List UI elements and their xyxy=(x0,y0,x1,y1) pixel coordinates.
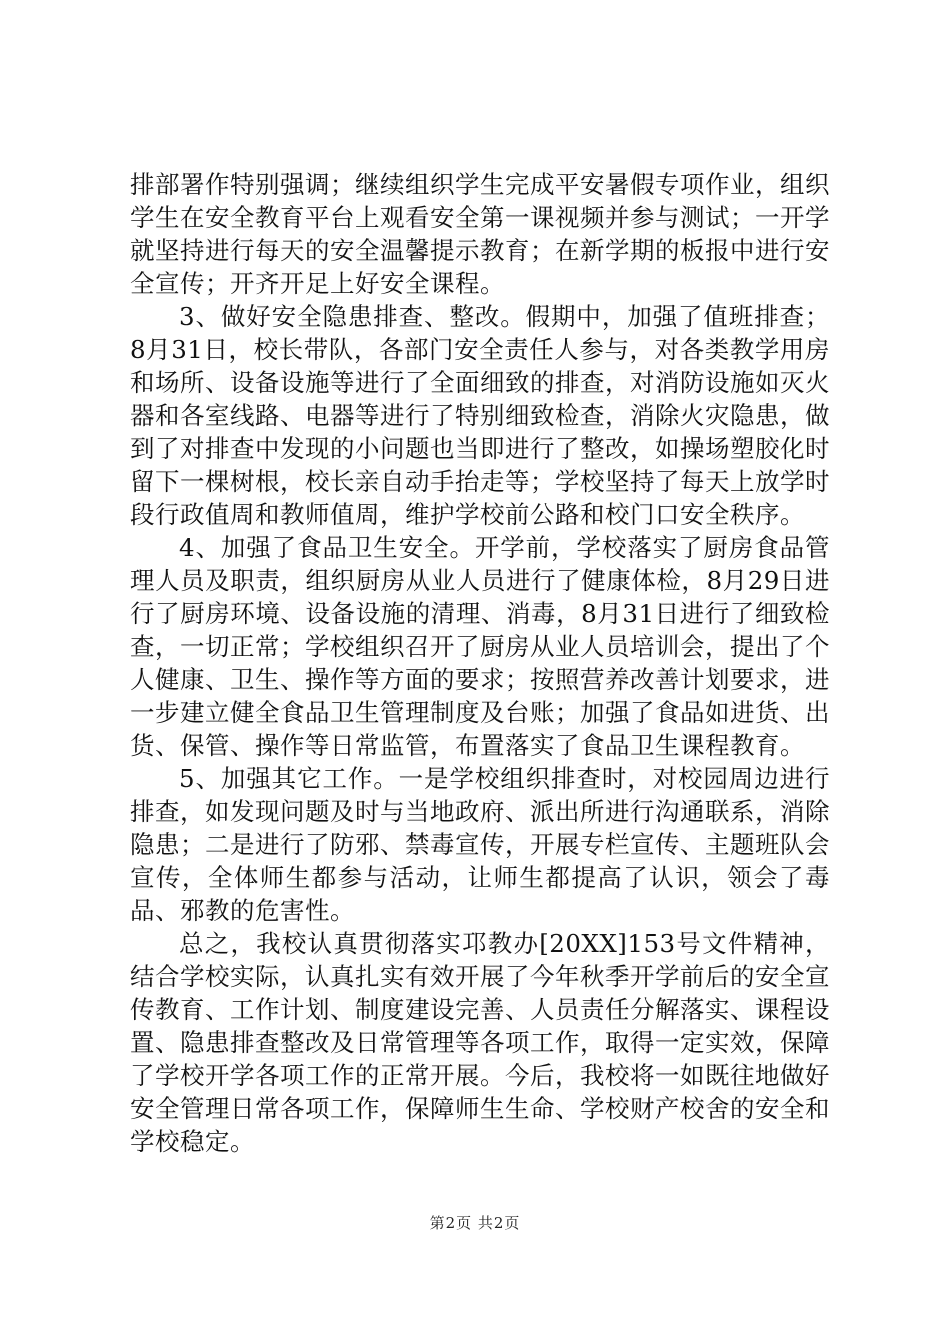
document-body xyxy=(130,168,830,1158)
paragraph-continuation: 排部署作特别强调；继续组织学生完成平安暑假专项作业，组织学生在安全教育平台上观看安全第一课视频并参与测试；一开学就坚持进行每天的安全温馨提示教育；在新学期的板报中进行安全宣传；开齐开足上好安全课程。 xyxy=(130,170,830,298)
paragraph-food-safety: 4、加强了食品卫生安全。开学前，学校落实了厨房食品管理人员及职责，组织厨房从业人员进行了健康体检，8月29日进行了厨房环境、设备设施的清理、消毒，8月31日进行了细致检查，一切正常；学校组织召开了厨房从业人员培训会，提出了个人健康、卫生、操作等方面的要求；按照营养改善计划要求，进一步建立健全食品卫生管理制度及台账；加强了食品如进货、出货、保管、操作等日常监管，布置落实了食品卫生课程教育。 xyxy=(130,533,830,760)
page-footer: 第2页 共2页 xyxy=(429,1214,521,1232)
paragraph-summary: 总之，我校认真贯彻落实邛教办[20XX]153号文件精神，结合学校实际，认真扎实有效开展了今年秋季开学前后的安全宣传教育、工作计划、制度建设完善、人员责任分解落实、课程设置、隐患排查整改及日常管理等各项工作，取得一定实效，保障了学校开学各项工作的正常开展。今后，我校将一如既往地做好安全管理日常各项工作，保障师生生命、学校财产校舍的安全和学校稳定。 xyxy=(130,929,830,1156)
paragraph-other-work: 5、加强其它工作。一是学校组织排查时，对校园周边进行排查，如发现问题及时与当地政府、派出所进行沟通联系，消除隐患；二是进行了防邪、禁毒宣传，开展专栏宣传、主题班队会宣传，全体师生都参与活动，让师生都提高了认识，领会了毒品、邪教的危害性。 xyxy=(130,764,830,925)
paragraph-hazard-inspection: 3、做好安全隐患排查、整改。假期中，加强了值班排查；8月31日，校长带队，各部门安全责任人参与，对各类教学用房和场所、设备设施等进行了全面细致的排查，对消防设施如灭火器和各室线路、电器等进行了特别细致检查，消除火灾隐患，做到了对排查中发现的小问题也当即进行了整改，如操场塑胶化时留下一棵树根，校长亲自动手抬走等；学校坚持了每天上放学时段行政值周和教师值周，维护学校前公路和校门口安全秩序。 xyxy=(130,302,830,529)
